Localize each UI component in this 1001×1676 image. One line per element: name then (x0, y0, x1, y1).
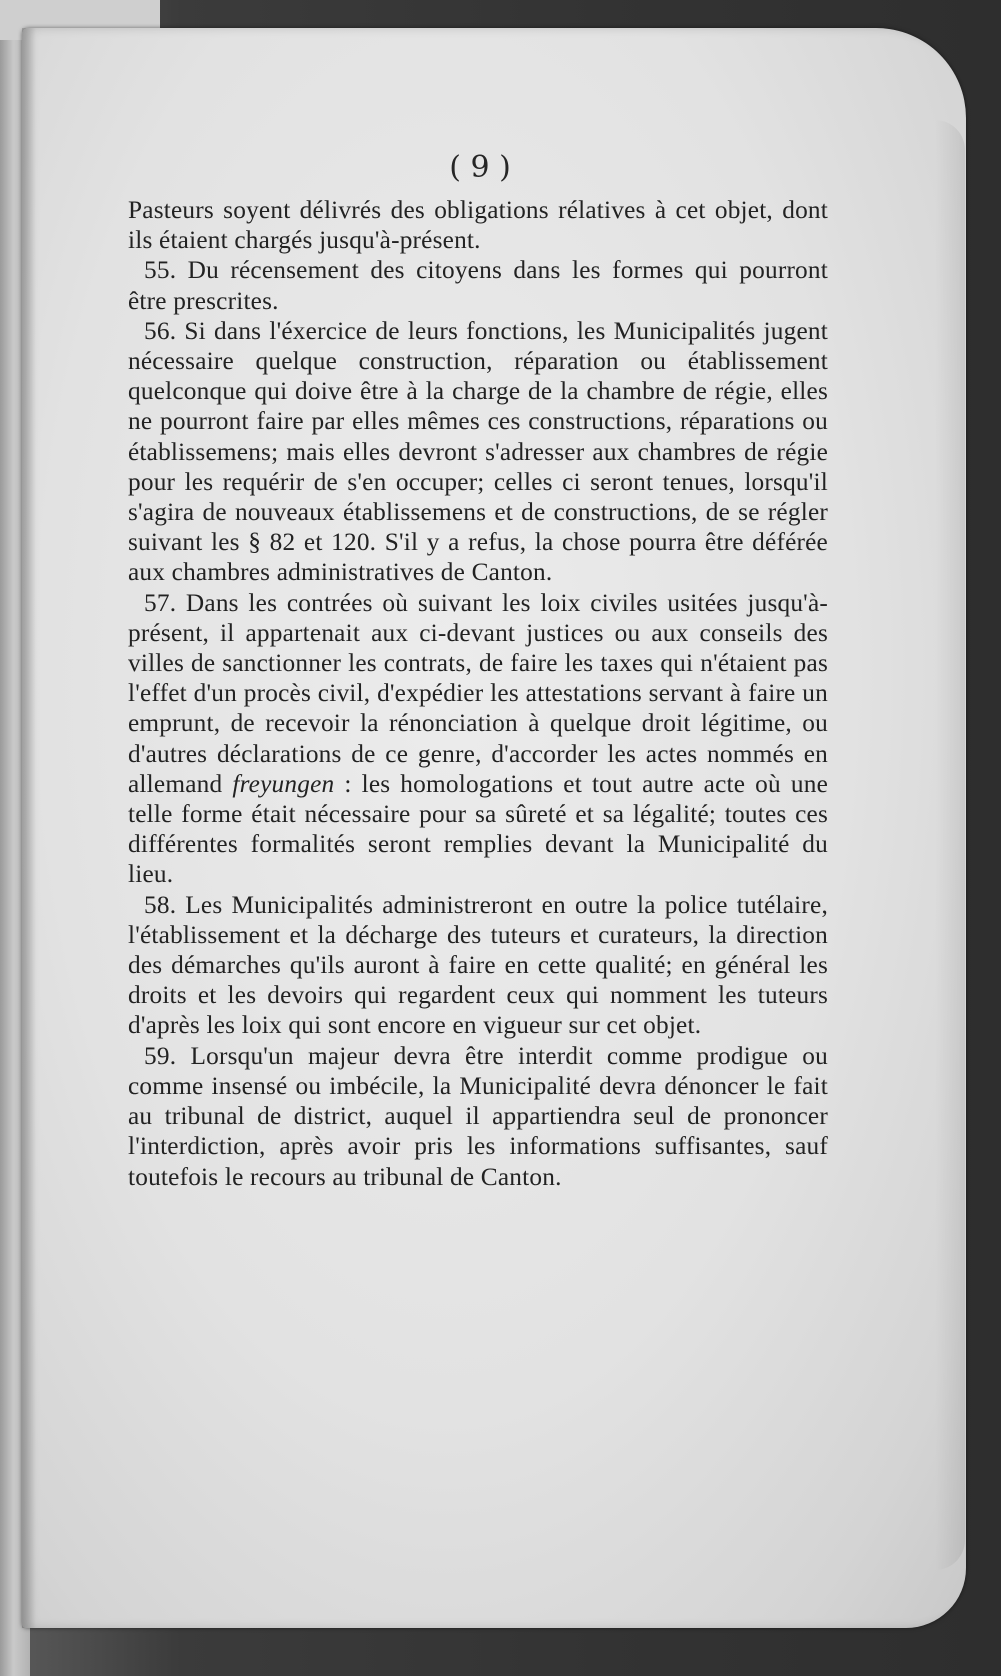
paragraph-55: 55. Du récensement des citoyens dans les formes qui pourront être prescrites. (128, 256, 828, 315)
paragraph-57-text: 57. Dans les contrées où suivant les loix civiles usitées jusqu'à-présent, il appartenait aux ci-devant justices ou aux conseils des villes de sanctionner les contrats, de faire les taxes qui n'étaient pas l'effet d'un procès civil, d'expédier les attestations servant à faire un emprunt, de recevoir la rénonciation à quelque droit légitime, ou d'autres déclarations de ce genre, d'accorder les actes nommés en allemand (128, 588, 828, 798)
paragraph-continuation: Pasteurs soyent délivrés des obligations rélatives à cet objet, dont ils étaient chargés jusqu'à-présent. (128, 196, 828, 255)
page-number: ( 9 ) (449, 150, 511, 185)
paragraph-59: 59. Lorsqu'un majeur devra être interdit comme prodigue ou comme insensé ou imbécile, la Municipalité devra dénoncer le fait au tribunal de district, auquel il appartiendra seul de prononcer l'interdiction, après avoir pris les informations suffisantes, sauf toutefois le recours au tribunal de Canton. (128, 1041, 828, 1191)
paragraph-57-italic-term: freyungen (232, 769, 335, 798)
paragraph-57-text-after: : les homologations et tout autre acte où une telle forme était nécessaire pour sa sûreté et sa légalité; toutes ces différentes formalités seront remplies devant la Municipalité du lieu. (128, 769, 829, 889)
paragraph-57 (128, 588, 828, 890)
paragraph-56: 56. Si dans l'éxercice de leurs fonctions, les Municipalités jugent nécessaire quelque construction, réparation ou établissement quelconque qui doive être à la charge de la chambre de régie, elles ne pourront faire par elles mêmes ces constructions, réparations ou établissemens; mais elles devront s'adresser aux chambres de régie pour les requérir de s'en occuper; celles ci seront tenues, lorsqu'il s'agira de nouveaux établissemens et de constructions, de se régler suivant les § 82 et 120. S'il y a refus, la chose pourra être déférée aux chambres administratives de Canton. (128, 316, 828, 587)
paragraph-58: 58. Les Municipalités administreront en outre la police tutélaire, l'établissement et la décharge des tuteurs et curateurs, la direction des démarches qu'ils auront à faire en cette qualité; en général les droits et les devoirs qui regardent ceux qui nomment les tuteurs d'après les loix qui sont encore en vigueur sur cet objet. (128, 890, 828, 1040)
page-edge-shadow (935, 120, 965, 1570)
body-text (128, 195, 828, 1192)
page-fold-shadow (22, 28, 36, 1628)
